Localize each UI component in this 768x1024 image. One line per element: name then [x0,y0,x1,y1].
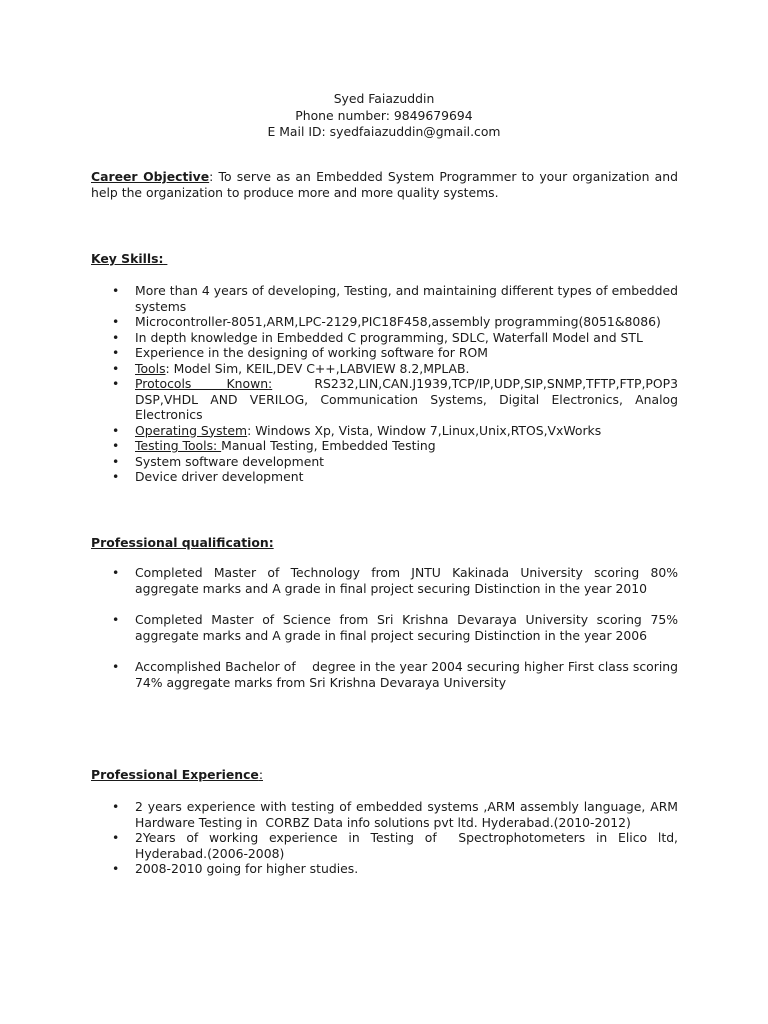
list-item: • Device driver development [91,469,678,485]
key-skills-heading: Key Skills: [91,251,164,266]
list-item: • Microcontroller-8051,ARM,LPC-2129,PIC18F458,assembly programming(8051&8086) [91,314,678,330]
email-address: E Mail ID: syedfaiazuddin@gmail.com [267,124,501,139]
phone-number: Phone number: 9849679694 [295,107,473,123]
contact-header [0,91,768,141]
list-item: • More than 4 years of developing, Testing, and maintaining different types of embedded systems [91,283,678,314]
list-item: • Completed Master of Technology from JNTU Kakinada University scoring 80% aggregate marks and A grade in final project securing Distinction in the year 2010 [91,565,678,596]
key-skills-list [91,283,682,485]
list-item: • Experience in the designing of working software for ROM [91,345,678,361]
tools-label: Tools [135,360,166,376]
list-item: • Accomplished Bachelor of degree in the year 2004 securing higher First class scoring 74% aggregate marks from Sri Krishna Devaraya University [91,659,678,690]
list-item: • Completed Master of Science from Sri Krishna Devaraya University scoring 75% aggregate marks and A grade in final project securing Distinction in the year 2006 [91,612,678,643]
operating-system-label: Operating System [135,422,248,438]
tools-text: : Model Sim, KEIL,DEV C++,LABVIEW 8.2,MPLAB. [165,360,470,376]
protocols-label: Protocols Known: [135,376,273,391]
testing-tools-label: Testing Tools: [135,438,222,453]
list-item: • 2008-2010 going for higher studies. [91,861,678,877]
operating-system-text: : Windows Xp, Vista, Window 7,Linux,Unix,RTOS,VxWorks [247,422,602,438]
list-item: • In depth knowledge in Embedded C programming, SDLC, Waterfall Model and STL [91,330,678,346]
experience-heading: Professional Experience: [91,767,263,782]
career-objective [91,169,678,200]
testing-tools-text: Manual Testing, Embedded Testing [221,438,436,453]
career-objective-text: : To serve as an Embedded System Programmer to your organization and help the organization to produce more and more quality systems. [91,169,678,200]
career-objective-label: Career Objective [91,169,210,184]
list-item [91,376,682,423]
qualification-heading: Professional qualification: [91,535,274,550]
list-item: • System software development [91,454,678,470]
experience-list [91,799,682,877]
list-item: • 2Years of working experience in Testing of Spectrophotometers in Elico ltd, Hyderabad.(2006-2008) [91,830,678,861]
list-item: • 2 years experience with testing of embedded systems ,ARM assembly language, ARM Hardware Testing in CORBZ Data info solutions pvt ltd. Hyderabad.(2010-2012) [91,799,678,830]
list-item [91,438,678,454]
list-item [91,423,678,439]
protocols-text: RS232,LIN,CAN.J1939,TCP/IP,UDP,SIP,SNMP,TFTP,FTP,POP3 DSP,VHDL AND VERILOG, Communication Systems, Digital Electronics, Analog Electronics [135,376,682,422]
qualification-list [91,565,682,706]
list-item [91,361,678,377]
candidate-name: Syed Faiazuddin [333,91,435,106]
